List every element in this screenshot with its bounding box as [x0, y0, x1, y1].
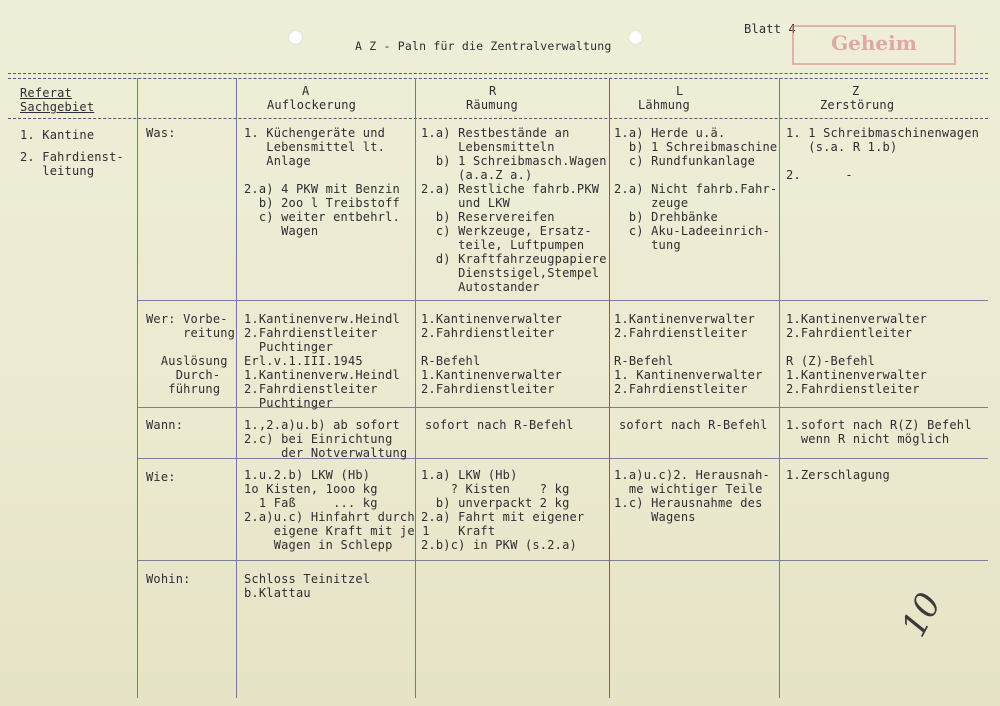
cell-wie-a: 1.u.2.b) LKW (Hb) 1o Kisten, 1ooo kg 1 Faß ... kg 2.a)u.c) Hinfahrt durch eigene Kraft mit je 1 Wagen in Schlepp	[244, 468, 430, 552]
punch-hole-right	[628, 30, 643, 45]
cell-wie-r: 1.a) LKW (Hb) ? Kisten ? kg b) unverpackt 2 kg 2.a) Fahrt mit eigener Kraft 2.b)c) in PKW (s.2.a)	[421, 468, 585, 552]
header-col-z-label: Zerstörung	[820, 98, 895, 112]
row-label-was: Was:	[146, 126, 176, 140]
secret-stamp: Geheim	[792, 25, 956, 65]
header-col-a-letter: A	[302, 84, 310, 98]
header-col-r-label: Räumung	[466, 98, 518, 112]
cell-wer-a: 1.Kantinenverw.Heindl 2.Fahrdienstleiter Puchtinger Erl.v.1.III.1945 1.Kantinenverw.Heindl 2.Fahrdienstleiter Puchtinger	[244, 312, 400, 410]
header-col-l-letter: L	[676, 84, 684, 98]
cell-was-z: 1. 1 Schreibmaschinenwagen (s.a. R 1.b) 2. -	[786, 126, 980, 182]
header-col-l-label: Lähmung	[638, 98, 690, 112]
cell-wohin-a: Schloss Teinitzel b.Klattau	[244, 572, 371, 600]
col-divider-referat	[137, 78, 138, 698]
rule-row-wie	[138, 560, 988, 561]
row-label-wer: Wer: Vorbe- reitung Auslösung Durch- führung	[146, 312, 236, 396]
punch-hole-left	[288, 30, 303, 45]
col-divider-label	[236, 78, 237, 698]
row-label-wann: Wann:	[146, 418, 184, 432]
cell-wer-r: 1.Kantinenverwalter 2.Fahrdienstleiter R-Befehl 1.Kantinenverwalter 2.Fahrdienstleiter	[421, 312, 563, 396]
header-col-r-letter: R	[489, 84, 497, 98]
cell-wann-a: 1.,2.a)u.b) ab sofort 2.c) bei Einrichtung der Notverwaltung	[244, 418, 408, 460]
header-referat: Referat	[20, 86, 72, 100]
rule-top	[8, 73, 988, 74]
header-sachgebiet: Sachgebiet	[20, 100, 95, 114]
rule-top-double	[8, 78, 988, 79]
header-col-a-label: Auflockerung	[267, 98, 357, 112]
row-label-wohin: Wohin:	[146, 572, 191, 586]
cell-wer-l: 1.Kantinenverwalter 2.Fahrdienstleiter R-Befehl 1. Kantinenverwalter 2.Fahrdienstleiter	[614, 312, 763, 396]
col-divider-r	[609, 78, 610, 698]
cell-was-r: 1.a) Restbestände an Lebensmitteln b) 1 Schreibmasch.Wagen (a.a.Z a.) 2.a) Restliche fahrb.PKW und LKW b) Reservereifen c) Werkzeuge, Ersatz- teile, Luftpumpen d) Kraftfahrzeugpapiere Dienstsigel,Stempel Autostander	[421, 126, 607, 294]
col-divider-a	[415, 78, 416, 698]
document-title: A Z - Paln für die Zentralverwaltung	[355, 39, 612, 53]
referat-item-fahrdienstleitung: 2. Fahrdienst- leitung	[20, 150, 124, 178]
row-label-wie: Wie:	[146, 470, 176, 484]
cell-was-l: 1.a) Herde u.ä. b) 1 Schreibmaschine c) Rundfunkanlage 2.a) Nicht fahrb.Fahr- zeuge b) Drehbänke c) Aku-Ladeeinrich- tung	[614, 126, 778, 252]
cell-was-a: 1. Küchengeräte und Lebensmittel lt. Anlage 2.a) 4 PKW mit Benzin b) 2oo l Treibstoff c) weiter entbehrl. Wagen	[244, 126, 400, 238]
cell-wie-z: 1.Zerschlagung	[786, 468, 890, 482]
header-col-z-letter: Z	[852, 84, 860, 98]
col-divider-l	[779, 78, 780, 698]
referat-item-kantine: 1. Kantine	[20, 128, 95, 142]
cell-wann-l: sofort nach R-Befehl	[619, 418, 768, 432]
cell-wann-z: 1.sofort nach R(Z) Befehl wenn R nicht möglich	[786, 418, 972, 446]
cell-wann-r: sofort nach R-Befehl	[425, 418, 574, 432]
sheet-number: Blatt 4	[744, 22, 796, 36]
cell-wie-l: 1.a)u.c)2. Herausnah- me wichtiger Teile 1.c) Herausnahme des Wagens	[614, 468, 770, 524]
rule-header-bottom	[8, 118, 988, 119]
cell-wer-z: 1.Kantinenverwalter 2.Fahrdientleiter R (Z)-Befehl 1.Kantinenverwalter 2.Fahrdienstleiter	[786, 312, 928, 396]
pencil-page-number: 10	[893, 586, 950, 644]
rule-row-was	[138, 300, 988, 301]
